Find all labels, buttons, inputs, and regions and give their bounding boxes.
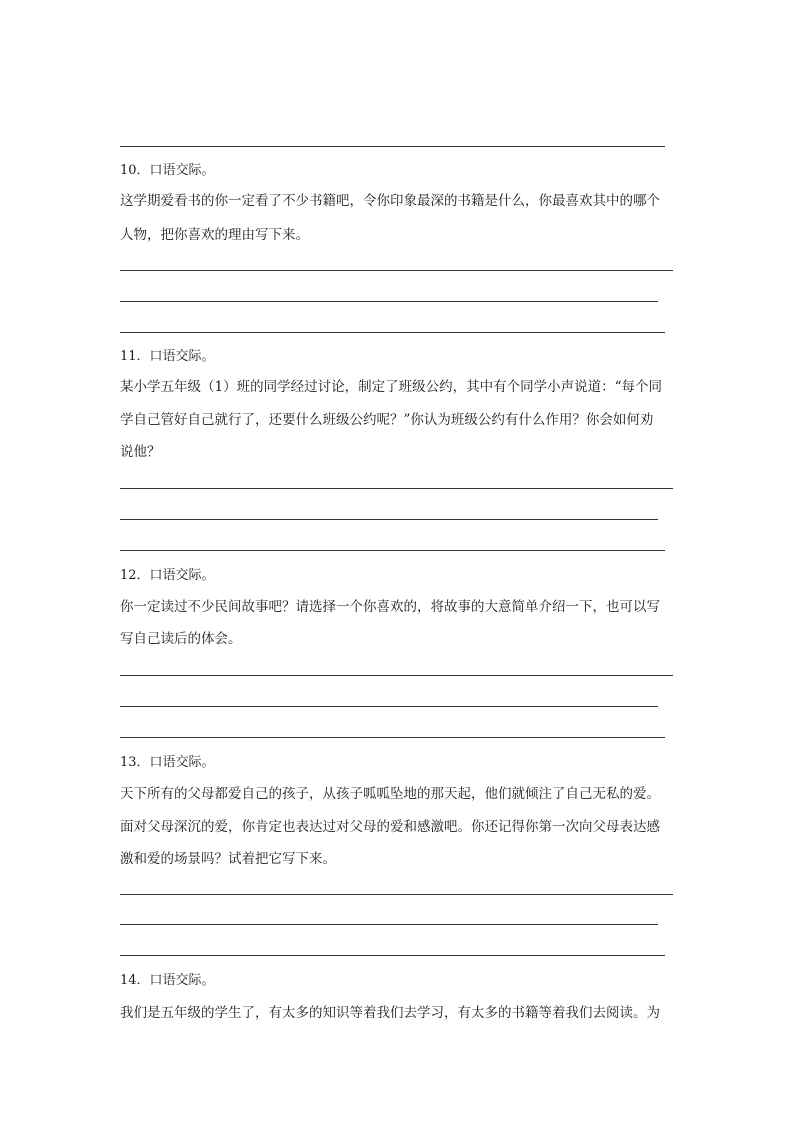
answer-line: [120, 146, 665, 147]
question-11-answer-line-2[interactable]: [120, 519, 658, 520]
question-10-answer-line-1[interactable]: [120, 270, 673, 271]
question-10-answer-line-3[interactable]: [120, 332, 665, 333]
question-14-text-line-1: 我们是五年级的学生了，有太多的知识等着我们去学习，有太多的书籍等着我们去阅读。为: [120, 1005, 660, 1021]
question-13-answer-line-3[interactable]: [120, 955, 665, 956]
question-10-text-line-1: 这学期爱看书的你一定看了不少书籍吧，令你印象最深的书籍是什么，你最喜欢其中的哪个: [120, 193, 660, 209]
question-12-title: 12．口语交际。: [120, 568, 215, 583]
question-12-answer-line-2[interactable]: [120, 706, 658, 707]
question-13-text-line-1: 天下所有的父母都爱自己的孩子，从孩子呱呱坠地的那天起，他们就倾注了自己无私的爱。: [120, 786, 660, 802]
question-10-answer-line-2[interactable]: [120, 301, 658, 302]
question-11-text-line-1: 某小学五年级（1）班的同学经过讨论，制定了班级公约，其中有个同学小声说道：“每个同: [120, 379, 662, 395]
question-11-text-line-2: 学自己管好自己就行了，还要什么班级公约呢？”你认为班级公约有什么作用？你会如何劝: [120, 412, 654, 428]
question-13-text-line-3: 激和爱的场景吗？试着把它写下来。: [120, 851, 336, 867]
question-10-title: 10．口语交际。: [120, 163, 215, 178]
question-12-answer-line-1[interactable]: [120, 675, 673, 676]
question-13-text-line-2: 面对父母深沉的爱，你肯定也表达过对父母的爱和感激吧。你还记得你第一次向父母表达感: [120, 819, 660, 835]
question-11-title: 11．口语交际。: [120, 349, 215, 364]
question-11-answer-line-3[interactable]: [120, 550, 665, 551]
question-12-text-line-1: 你一定读过不少民间故事吧？请选择一个你喜欢的，将故事的大意简单介绍一下，也可以写: [120, 599, 660, 615]
question-14-title: 14．口语交际。: [120, 973, 215, 988]
question-11-answer-line-1[interactable]: [120, 488, 673, 489]
question-13-answer-line-2[interactable]: [120, 924, 658, 925]
question-13-title: 13．口语交际。: [120, 755, 215, 770]
question-12-text-line-2: 写自己读后的体会。: [120, 631, 242, 647]
question-11-text-line-3: 说他？: [120, 444, 161, 460]
question-13-answer-line-1[interactable]: [120, 894, 673, 895]
question-10-text-line-2: 人物，把你喜欢的理由写下来。: [120, 227, 309, 243]
question-12-answer-line-3[interactable]: [120, 737, 665, 738]
